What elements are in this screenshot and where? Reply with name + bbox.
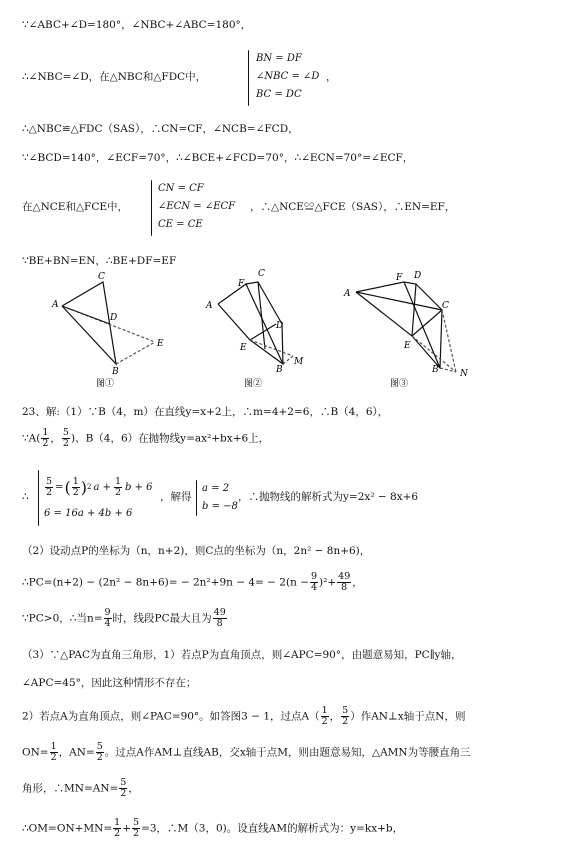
system-brace-2 [151, 180, 152, 236]
equation-system-4 [202, 480, 238, 516]
figure-3 [356, 282, 456, 372]
line-15: 2）若点A为直角顶点，则∠PAC=90°。如答图3 − 1，过点A（ $\frac{1}{2}$ ， $\frac{5}{2}$ ）作AN⊥x轴于点N，则 [22, 705, 466, 727]
line-2-end: ， [326, 71, 337, 83]
fraction-five-half-2: $\frac{5}{2}$ [342, 705, 349, 727]
line-14: ∠APC=45°，因此这种情形不存在； [22, 677, 197, 689]
fig1-caption: 图① [96, 379, 115, 389]
sys3-row-1: $\frac{5}{2}$ = ( $\frac{1}{2}$ ) 2 a + $\frac{1}{2}$ b + 6 [46, 475, 153, 498]
fraction-half-2: $\frac{1}{2}$ [321, 705, 328, 727]
fig3-label-e: E [404, 341, 411, 351]
fig3-label-b: B [432, 365, 439, 375]
fraction-half: $\frac{1}{2}$ [42, 427, 49, 449]
fig1-label-c: C [98, 272, 105, 282]
system-brace-1 [248, 50, 249, 106]
fig2-label-m: M [294, 357, 304, 367]
fig3-label-f: F [396, 273, 403, 283]
line-11: ∴PC=(n+2) − (2n² − 8n+6)= − 2n²+9n − 4= − 2(n − $\frac{9}{4}$ )²+ $\frac{49}{8}$ ， [22, 571, 363, 593]
system-brace-4 [196, 480, 197, 516]
fig3-label-c: C [442, 301, 449, 311]
fraction-half-4: $\frac{1}{2}$ [114, 817, 121, 839]
fig3-caption: 图③ [390, 379, 409, 389]
geometry-figures [0, 264, 574, 394]
fig2-caption: 图② [244, 379, 263, 389]
fig2-label-c: C [258, 269, 265, 279]
sys2-row-1: CN = CF [158, 183, 204, 194]
sys4-row-2: b = −8 [202, 501, 238, 512]
equation-system-3 [44, 470, 153, 524]
sys3-frac-2: $\frac{1}{2}$ [72, 475, 79, 498]
fraction-five-half: $\frac{5}{2}$ [62, 427, 69, 449]
line-8 [22, 428, 269, 449]
line-10: （2）设动点P的坐标为（n，n+2)，则C点的坐标为（n，2n² − 8n+6)， [22, 545, 371, 557]
line-4: ∵∠BCD=140°，∠ECF=70°，∴∠BCE+∠FCD=70°，∴∠ECN=70°=∠ECF， [22, 152, 414, 164]
sys3-row-2: 6 = 16a + 4b + 6 [44, 508, 133, 519]
line-5 [22, 200, 128, 214]
fraction-half-3: $\frac{1}{2}$ [50, 741, 57, 763]
line-2 [22, 70, 206, 84]
fig1-label-a: A [52, 300, 59, 310]
line-2-text: ∴∠NBC=∠D，在△NBC和△FDC中， [22, 71, 207, 83]
line-8-b: ， [50, 432, 61, 445]
fraction-49-8-2: $\frac{49}{8}$ [213, 607, 226, 629]
line-7: 23、解:（1）∵B（4，m）在直线y=x+2上，∴m=4+2=6，∴B（4，6）， [22, 406, 389, 418]
line-1: ∵∠ABC+∠D=180°，∠NBC+∠ABC=180°， [22, 19, 252, 31]
sys3-frac-1: $\frac{5}{2}$ [46, 475, 53, 498]
line-8-a: ∵A( [22, 432, 41, 445]
line-9-b: ，解得 [160, 491, 192, 503]
fraction-five-half-5: $\frac{5}{2}$ [133, 817, 140, 839]
line-5-end: ，∴△NCE≌△FCE（SAS），∴EN=EF， [250, 201, 456, 213]
fraction-five-half-3: $\frac{5}{2}$ [96, 741, 103, 763]
line-6: ∵BE+BN=EN，∴BE+DF=EF [22, 255, 177, 267]
fig1-label-e: E [157, 339, 164, 349]
fig3-label-n: N [460, 369, 468, 379]
sys2-row-3: CE = CE [158, 219, 203, 230]
line-13: （3）∵△PAC为直角三角形，1）若点P为直角顶点，则∠APC=90°，由题意易知，PC∥y轴， [22, 649, 462, 661]
sys1-row-1: BN = DF [256, 53, 302, 64]
line-5-text: 在△NCE和△FCE中， [22, 201, 129, 213]
figure-1 [62, 282, 155, 364]
sys2-row-2: ∠ECN = ∠ECF [158, 201, 236, 212]
line-17: 角形，∴MN=AN= $\frac{5}{2}$ ， [22, 777, 139, 799]
line-12: ∵PC>0，∴当n= $\frac{9}{4}$ 时，线段PC最大且为 $\frac{49}{8}$ [22, 607, 226, 629]
line-16: ON= $\frac{1}{2}$ ，AN= $\frac{5}{2}$ 。过点A作AM⊥直线AB，交x轴于点M，则由题意易知，△AMN为等腰直角三 [22, 741, 471, 763]
fig1-label-d: D [110, 313, 118, 323]
fraction-five-half-4: $\frac{5}{2}$ [120, 777, 127, 799]
fig2-label-b: B [276, 365, 283, 375]
line-3: ∴△NBC≌△FDC（SAS），∴CN=CF，∠NCB=∠FCD， [22, 123, 299, 135]
line-9-c: ，∴抛物线的解析式为y=2x² − 8x+6 [238, 491, 419, 503]
fig1-label-b: B [112, 367, 119, 377]
fig2-label-e: E [240, 343, 247, 353]
system-brace-3 [38, 470, 39, 526]
fig2-label-d: D [276, 321, 284, 331]
fraction-49-8: $\frac{49}{8}$ [338, 571, 351, 593]
fig2-label-f: F [238, 279, 245, 289]
equation-system-1 [256, 50, 319, 104]
fig3-label-d: D [414, 271, 422, 281]
sys3-frac-3: $\frac{1}{2}$ [114, 475, 122, 498]
line-8-c: )、B（4，6）在抛物线y=ax²+bx+6上， [70, 432, 270, 445]
equation-system-2 [158, 180, 235, 234]
line-9-a: ∴ [22, 491, 29, 503]
fraction-nine-four-2: $\frac{9}{4}$ [104, 607, 111, 629]
sys1-row-2: ∠NBC = ∠D [256, 71, 320, 82]
sys4-row-1: a = 2 [202, 483, 230, 494]
fraction-nine-four: $\frac{9}{4}$ [311, 571, 318, 593]
sys1-row-3: BC = DC [256, 89, 302, 100]
line-18: ∴OM=ON+MN= $\frac{1}{2}$ + $\frac{5}{2}$ =3，∴M（3，0)。设直线AM的解析式为：y=kx+b， [22, 817, 404, 839]
fig3-label-a: A [344, 289, 351, 299]
fig2-label-a: A [206, 301, 213, 311]
